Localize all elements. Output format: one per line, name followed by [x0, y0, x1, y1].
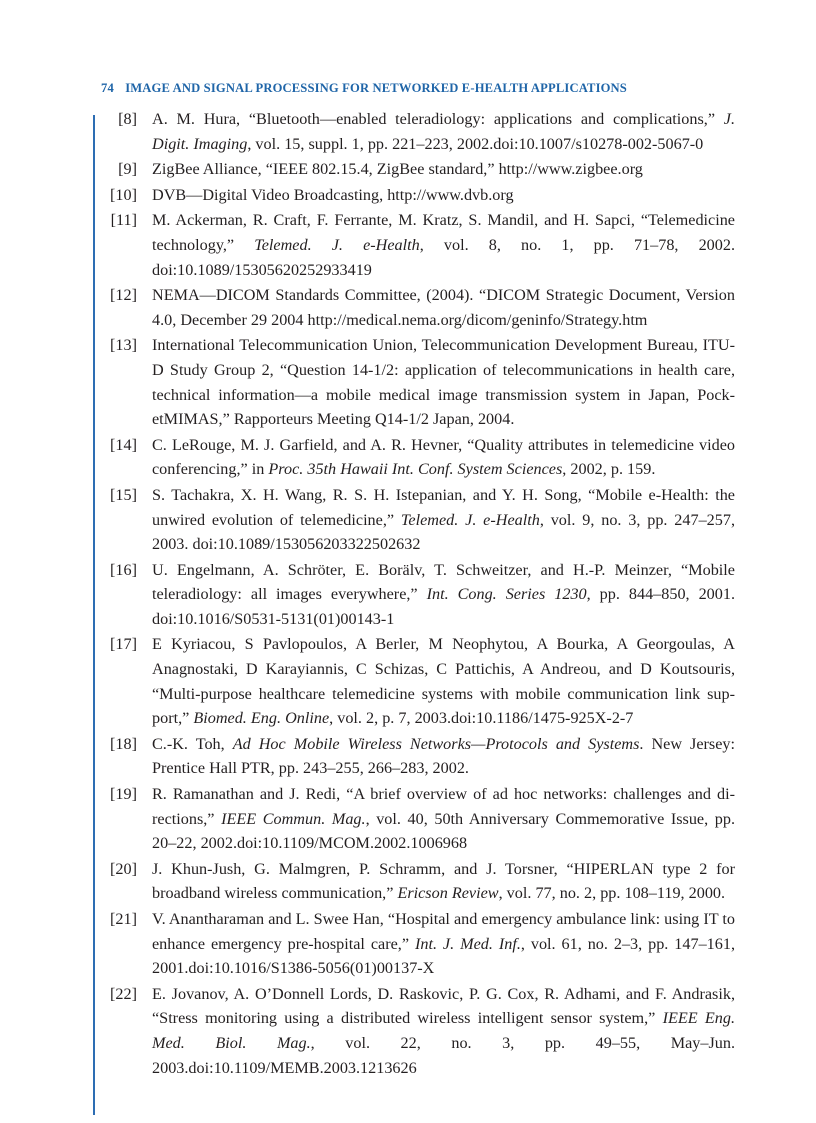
reference-item: [101, 283, 735, 332]
reference-source-title: Telemed. J. e-Health: [400, 510, 540, 529]
reference-text-segment: , vol. 77, no. 2, pp. 108–119, 2000.: [498, 884, 726, 903]
reference-text: [152, 732, 735, 781]
margin-rule: [93, 115, 95, 1115]
reference-number: [19]: [110, 785, 137, 804]
reference-text-segment: R. Ramanathan and J. Redi, “A brief overview of ad hoc networks: challenges and directions,”: [152, 785, 735, 828]
reference-source-title: Biomed. Eng. Online: [193, 709, 330, 728]
reference-text-segment: M. Ackerman, R. Craft, F. Ferrante, M. Kratz, S. Mandil, and H. Sapci, “Telemedicine technology,”: [152, 211, 735, 254]
reference-source-title: J. Digit. Imaging: [152, 110, 735, 153]
reference-text-segment: , vol. 15, suppl. 1, pp. 221–223, 2002.doi:10.1007/s10278-002-5067-0: [247, 134, 704, 153]
reference-item: [101, 483, 735, 557]
reference-text-segment: E Kyriacou, S Pavlopoulos, A Berler, M Neophytou, A Bourka, A Georgoulas, A Anagnostaki, D Karayiannis, C Schizas, C Pattichis, A Andreou, and D Koutsouris, “Multi-purpose healthcare telemedicine systems with mobile communication link support,”: [152, 635, 735, 728]
reference-text-segment: , vol. 2, p. 7, 2003.doi:10.1186/1475-925X-2-7: [329, 709, 634, 728]
reference-item: [101, 558, 735, 632]
reference-text-segment: , vol. 9, no. 3, pp. 247–257, 2003. doi:10.1089/153056203322502632: [152, 510, 736, 554]
reference-source-title: Int. J. Med. Inf.: [414, 934, 521, 953]
reference-number: [15]: [110, 485, 137, 504]
reference-number: [11]: [110, 211, 137, 230]
reference-text: [152, 283, 735, 332]
reference-text-segment: V. Anantharaman and L. Swee Han, “Hospital and emergency ambulance link: using IT to enhance emergency pre-hospital care,”: [152, 910, 735, 953]
reference-number: [13]: [110, 336, 137, 355]
reference-source-title: IEEE Commun. Mag.: [221, 809, 366, 828]
reference-item: [101, 208, 735, 282]
reference-text-segment: , 2002, p. 159.: [562, 460, 656, 479]
reference-item: [101, 433, 735, 482]
reference-item: [101, 107, 735, 156]
reference-number: [14]: [110, 435, 137, 454]
reference-number: [17]: [110, 635, 137, 654]
reference-text: [152, 857, 735, 906]
reference-text-segment: , vol. 61, no. 2–3, pp. 147–161, 2001.doi:10.1016/S1386-5056(01)00137-X: [152, 934, 735, 978]
reference-item: [101, 183, 735, 208]
reference-text: [152, 208, 735, 282]
reference-source-title: Telemed. J. e-Health: [254, 235, 420, 254]
reference-number: [16]: [110, 560, 137, 579]
reference-text-segment: , vol. 8, no. 1, pp. 71–78, 2002. doi:10.1089/15305620252933419: [152, 235, 736, 279]
reference-text: [152, 907, 735, 981]
reference-text-segment: C.-K. Toh,: [152, 734, 233, 753]
reference-text-segment: S. Tachakra, X. H. Wang, R. S. H. Istepanian, and Y. H. Song, “Mobile e-Health: the unwired evolution of telemedicine,”: [152, 485, 735, 529]
reference-text-segment: , pp. 844–850, 2001. doi:10.1016/S0531-5131(01)00143-1: [152, 585, 735, 628]
reference-item: [101, 857, 735, 906]
reference-number: [9]: [118, 160, 137, 179]
reference-text-segment: U. Engelmann, A. Schröter, E. Borälv, T. Schweitzer, and H.-P. Meinzer, “Mobile teleradiology: all images everywhere,”: [152, 560, 735, 604]
reference-text-segment: ZigBee Alliance, “IEEE 802.15.4, ZigBee standard,” http://www.zigbee.org: [152, 160, 643, 179]
running-header: [101, 81, 741, 96]
reference-number: [8]: [118, 110, 137, 128]
reference-text: [152, 632, 735, 730]
reference-number: [10]: [110, 185, 137, 204]
reference-text: [152, 333, 735, 431]
reference-text: [152, 433, 735, 482]
reference-text: [152, 157, 735, 182]
reference-item: [101, 907, 735, 981]
reference-text-segment: C. LeRouge, M. J. Garfield, and A. R. Hevner, “Quality attributes in telemedicine video conferencing,” in: [152, 435, 735, 479]
reference-text-segment: J. Khun-Jush, G. Malmgren, P. Schramm, and J. Torsner, “HIPERLAN type 2 for broadband wireless communication,”: [152, 859, 735, 903]
running-title: IMAGE AND SIGNAL PROCESSING FOR NETWORKED E-HEALTH APPLICATIONS: [125, 81, 627, 95]
reference-text-segment: DVB—Digital Video Broadcasting, http://www.dvb.org: [152, 185, 514, 204]
reference-text: [152, 107, 735, 156]
reference-item: [101, 782, 735, 856]
reference-source-title: Ericson Review: [397, 884, 499, 903]
reference-text-segment: , vol. 22, no. 3, pp. 49–55, May–Jun. 2003.doi:10.1109/MEMB.2003.1213626: [152, 1033, 735, 1077]
reference-text-segment: A. M. Hura, “Bluetooth—enabled teleradiology: applications and complications,”: [152, 110, 724, 128]
reference-text-segment: E. Jovanov, A. O’Donnell Lords, D. Raskovic, P. G. Cox, R. Adhami, and F. Andrasik, “Stress monitoring using a distributed wireless intelligent sensor system,”: [152, 984, 735, 1028]
reference-item: [101, 732, 735, 781]
reference-text: [152, 982, 735, 1080]
reference-number: [21]: [110, 910, 137, 928]
reference-number: [12]: [110, 286, 137, 305]
reference-text: [152, 183, 735, 208]
reference-text-segment: . New Jersey: Prentice Hall PTR, pp. 243–255, 266–283, 2002.: [152, 734, 736, 778]
reference-number: [22]: [110, 984, 137, 1003]
reference-item: [101, 157, 735, 182]
reference-item: [101, 982, 735, 1080]
reference-text-segment: NEMA—DICOM Standards Committee, (2004). “DICOM Strategic Document, Version 4.0, December 29 2004 http://medical.nema.org/dicom/geninfo/Strategy.htm: [152, 286, 735, 329]
reference-item: [101, 632, 735, 730]
reference-text-segment: , vol. 40, 50th Anniversary Commemorative Issue, pp. 20–22, 2002.doi:10.1109/MCOM.2002.1006968: [152, 809, 735, 853]
reference-source-title: Ad Hoc Mobile Wireless Networks—Protocols and Systems: [232, 734, 640, 753]
reference-text: [152, 782, 735, 856]
reference-list: [101, 107, 735, 1081]
reference-source-title: Int. Cong. Series 1230: [426, 585, 587, 604]
reference-source-title: IEEE Eng. Med. Biol. Mag.: [152, 1009, 735, 1052]
reference-text-segment: International Telecommunication Union, Telecommunication Development Bureau, ITU-D Study Group 2, “Question 14-1/2: application of telecommunications in health care, technical information—a mobile medical image transmission system in Japan, PocketMIMAS,” Rapporteurs Meeting Q14-1/2 Japan, 2004.: [152, 336, 735, 429]
page-number: 74: [101, 81, 114, 95]
reference-text: [152, 483, 735, 557]
reference-text: [152, 558, 735, 632]
reference-number: [18]: [110, 734, 137, 753]
reference-item: [101, 333, 735, 431]
reference-number: [20]: [110, 859, 137, 878]
reference-source-title: Proc. 35th Hawaii Int. Conf. System Sciences: [268, 460, 563, 479]
